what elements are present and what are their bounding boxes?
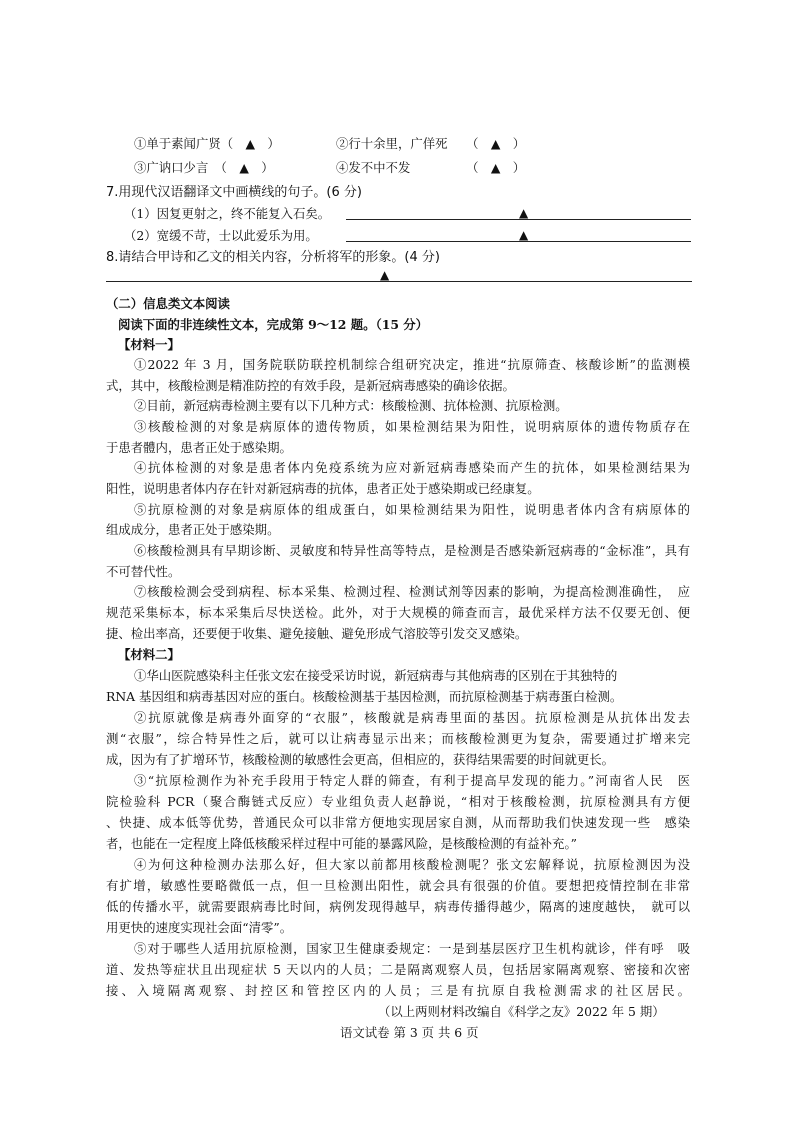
- answer-triangle-icon: ▲: [519, 228, 529, 242]
- section-instruction: 阅读下面的非连续性文本，完成第 9～12 题。（15 分）: [118, 317, 429, 332]
- m1-p3-line2: 于患者體内，患者正处于感染期。: [106, 440, 292, 455]
- q7-prompt: 7.用现代汉语翻译文中画横线的句子。(6 分): [106, 185, 362, 200]
- m2-p3-line4: 者，也能在一定程度上降低核酸采样过程中可能的暴露风险，是核酸检测的有益补充。”: [106, 836, 577, 851]
- q6-option-2: ②行十余里，广佯死 （ ▲ ）: [336, 136, 526, 151]
- q6-option-1: ①单于素闻广贤（ ▲ ）: [134, 136, 280, 151]
- m1-p3-line1: ③核酸检测的对象是病原体的遗传物质，如果检测结果为阳性，说明病原体的遗传物质存在: [134, 419, 690, 434]
- m2-p5-line3: 接、入境隔离观察、封控区和管控区内的人员；三是有抗原自我检测需求的社区居民。: [106, 983, 690, 998]
- m2-p4-line4: 用更快的速度实现社会面“清零”。: [106, 920, 293, 935]
- source-note: （以上两则材料改编自《科学之友》2022 年 5 期）: [378, 1004, 665, 1019]
- m2-p5-line2: 道、发热等症状且出现症状 5 天以内的人员；二是隔离观察人员，包括居家隔离观察、密接和次密: [106, 962, 690, 977]
- m2-p3-line2: 院检验科 PCR（聚合酶链式反应）专业组负责人赵静说，“相对于核酸检测，抗原检测具有方便: [106, 794, 690, 809]
- m1-p5-line2: 组成成分，患者正处于感染期。: [106, 522, 280, 537]
- material-2-title: 【材料二】: [118, 647, 180, 662]
- q8-prompt: 8.请结合甲诗和乙文的相关内容，分析将军的形象。(4 分): [106, 250, 440, 265]
- answer-triangle-icon: ▲: [519, 206, 529, 220]
- q7-sentence-2: （2）宽缓不苛，士以此爱乐为用。: [124, 228, 318, 243]
- q6-option-3: ③广讷口少言 （ ▲ ）: [134, 160, 274, 175]
- m1-p1-line1: ①2022 年 3 月，国务院联防联控机制综合组研究决定，推进“抗原筛查、核酸诊断”的监测模: [134, 357, 690, 372]
- q8-answer-line[interactable]: [106, 281, 692, 282]
- m1-p4-line1: ④抗体检测的对象是患者体内免疫系统为应对新冠病毒感染而产生的抗体，如果检测结果为: [134, 460, 690, 475]
- m2-p4-line1: ④为何这种检测办法那么好，但大家以前都用核酸检测呢？张文宏解释说，抗原检测因为没: [134, 857, 690, 872]
- m1-p7-line1: ⑦核酸检测会受到病程、标本采集、检测过程、检测试剂等因素的影响，为提高检测准确性， 应: [134, 584, 690, 599]
- q6-option-4: ④发不中不发 （ ▲ ）: [336, 160, 526, 175]
- m1-p7-line3: 捷、检出率高，还要便于收集、避免接触、避免形成气溶胶等引发交叉感染。: [106, 626, 528, 641]
- m1-p4-line2: 阳性，说明患者体内存在针对新冠病毒的抗体，患者正处于感染期或已经康复。: [106, 481, 540, 496]
- m1-p6-line2: 不可替代性。: [106, 564, 181, 579]
- m1-p5-line1: ⑤抗原检测的对象是病原体的组成蛋白，如果检测结果为阳性，说明患者体内含有病原体的: [134, 502, 690, 517]
- m2-p4-line2: 有扩增，敏感性要略微低一点，但一旦检测出阳性，就会具有很强的价值。要想把疫情控制在非常: [106, 878, 690, 893]
- answer-triangle-icon: ▲: [380, 268, 390, 282]
- m2-p2-line3: 成，因为有了扩增环节，核酸检测的敏感性会更高，但相应的，获得结果需要的时间就更长。: [106, 752, 615, 767]
- m1-p7-line2: 规范采集标本，标本采集后尽快送检。此外，对于大规模的筛查而言，最优采样方法不仅要无创、便: [106, 605, 690, 620]
- m1-p6-line1: ⑥核酸检测具有早期诊断、灵敏度和特异性高等特点，是检测是否感染新冠病毒的“金标准”，具有: [134, 543, 690, 558]
- m2-p2-line2: 测“衣服”，综合特异性之后，就可以让病毒显示出来；而核酸检测更为复杂，需要通过扩增来完: [106, 731, 690, 746]
- m2-p1-line2: RNA 基因组和病毒基因对应的蛋白。核酸检测基于基因检测，而抗原检测基于病毒蛋白检测。: [106, 689, 623, 704]
- section-heading: （二）信息类文本阅读: [106, 296, 230, 311]
- q7-sentence-1: （1）因复更射之，终不能复入石矣。: [124, 206, 331, 221]
- m2-p3-line1: ③“抗原检测作为补充手段用于特定人群的筛查，有利于提高早发现的能力。”河南省人民 医: [134, 773, 690, 788]
- m1-p2: ②目前，新冠病毒检测主要有以下几种方式：核酸检测、抗体检测、抗原检测。: [134, 398, 568, 413]
- m2-p2-line1: ②抗原就像是病毒外面穿的“衣服”，核酸就是病毒里面的基因。抗原检测是从抗体出发去: [134, 710, 690, 725]
- m1-p1-line2: 式，其中，核酸检测是精准防控的有效手段，是新冠病毒感染的确诊依据。: [106, 378, 515, 393]
- m2-p1-line1: ①华山医院感染科主任张文宏在接受采访时说，新冠病毒与其他病毒的区别在于其独特的: [134, 668, 618, 683]
- material-1-title: 【材料一】: [118, 337, 180, 352]
- m2-p3-line3: 、快捷、成本低等优势，普通民众可以非常方便地实现居家自测，从而帮助我们快速发现一些 感染: [106, 815, 690, 830]
- m2-p5-line1: ⑤对于哪些人适用抗原检测，国家卫生健康委规定：一是到基层医疗卫生机构就诊，伴有呼 吸: [134, 941, 690, 956]
- page-footer: 语文试卷 第 3 页 共 6 页: [340, 1025, 479, 1040]
- m2-p4-line3: 低的传播水平，就需要跟病毒比时间，病例发现得越早，病毒传播得越少，隔离的速度越快， 就可以: [106, 899, 690, 914]
